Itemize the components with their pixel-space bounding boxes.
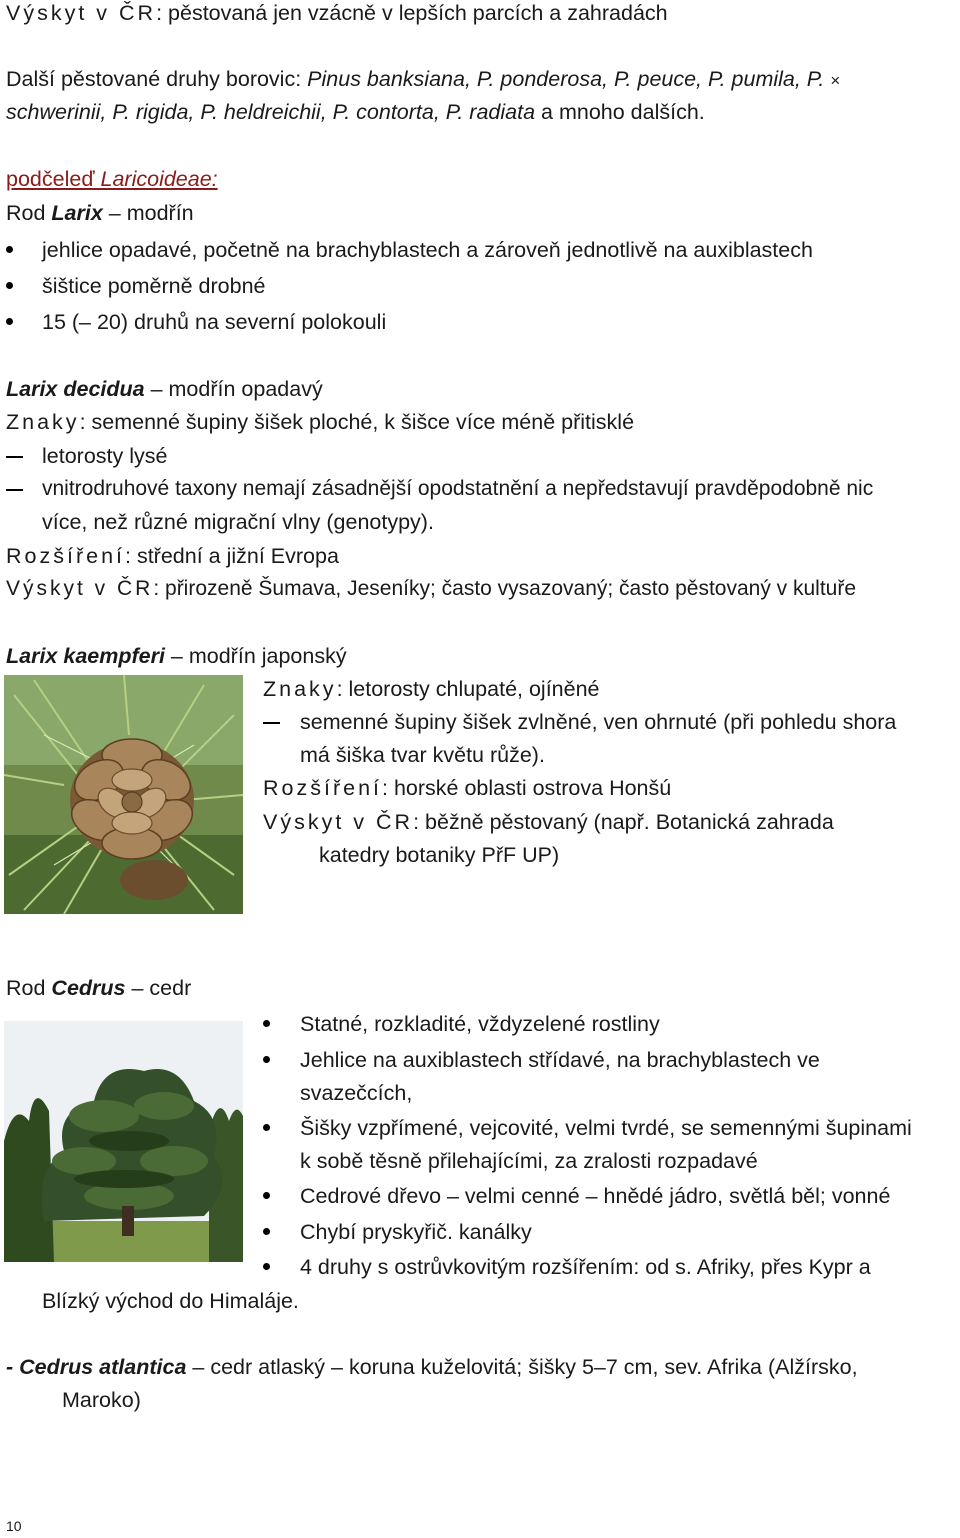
cedrus-atlantica-line-2: Maroko) <box>62 1388 141 1412</box>
znaky-label: Znaky <box>6 410 80 434</box>
subfamily-name: Laricoideae: <box>100 167 218 191</box>
cedrus-bullet-2-line-1: Jehlice na auxiblastech střídavé, na brachyblastech ve <box>300 1048 820 1072</box>
cedrus-bullet-1: Statné, rozkladité, vždyzelené rostliny <box>300 1012 660 1036</box>
kaempferi-dash-line-1: semenné šupiny šišek zvlněné, ven ohrnuté (při pohledu shora <box>300 710 897 734</box>
larix-bullet-3: 15 (– 20) druhů na severní polokouli <box>42 310 387 334</box>
species-name: Larix kaempferi <box>6 644 165 668</box>
subfamily-heading <box>6 164 218 194</box>
other-pines-end: a mnoho dalších. <box>535 100 705 124</box>
larix-kaempferi-heading <box>6 641 347 671</box>
bullet-icon <box>263 1020 270 1027</box>
kaempferi-vyskyt-line-2: katedry botaniky PřF UP) <box>319 843 560 867</box>
species-name: Larix decidua <box>6 377 145 401</box>
genus-common-name: – cedr <box>125 976 192 1000</box>
subfamily-label: podčeleď <box>6 167 101 191</box>
dash-icon <box>6 489 23 491</box>
znaky-text: : letorosty chlupaté, ojíněné <box>336 677 600 701</box>
cedrus-bullet-4: Cedrové dřevo – velmi cenné – hnědé jádro, světlá běl; vonné <box>300 1184 891 1208</box>
bullet-icon <box>263 1056 270 1063</box>
bullet-icon <box>263 1124 270 1131</box>
larix-bullet-1: jehlice opadavé, početně na brachyblastech a zároveň jednotlivě na auxiblastech <box>42 238 813 262</box>
species-description: – cedr atlaský – koruna kuželovitá; šišky 5–7 cm, sev. Afrika (Alžírsko, <box>186 1355 858 1379</box>
decidua-vyskyt-line <box>6 574 856 604</box>
decidua-rozsireni-line <box>6 541 339 571</box>
cedrus-bullet-3-line-2: k sobě těsně přilehajícími, za zralosti rozpadavé <box>300 1149 758 1173</box>
bullet-icon <box>263 1228 270 1235</box>
rozsireni-label: Rozšíření <box>263 776 383 800</box>
species-common-name: – modřín japonský <box>164 644 347 668</box>
dash-icon <box>6 456 23 458</box>
kaempferi-znaky-line <box>263 674 600 704</box>
genus-name: Cedrus <box>51 976 126 1000</box>
vyskyt-label: Výskyt v ČR <box>6 1 157 25</box>
bullet-icon <box>6 318 13 325</box>
vyskyt-label: Výskyt v ČR <box>6 577 154 600</box>
cedrus-bullet-6-line-1: 4 druhy s ostrůvkovitým rozšířením: od s. Afriky, přes Kypr a <box>300 1255 871 1279</box>
other-pines-intro: Další pěstované druhy borovic: <box>6 67 308 91</box>
genus-prefix: Rod <box>6 976 52 1000</box>
decidua-dash-1: letorosty lysé <box>42 444 168 468</box>
bullet-icon <box>6 282 13 289</box>
kaempferi-dash-line-2: má šiška tvar květu růže). <box>300 743 545 767</box>
vyskyt-pinus-line <box>6 0 668 28</box>
decidua-dash-2-line-1: vnitrodruhové taxony nemají zásadnější opodstatnění a nepředstavují pravděpodobně nic <box>42 477 874 500</box>
bullet-icon <box>263 1263 270 1270</box>
kaempferi-vyskyt-line <box>263 807 834 837</box>
rozsireni-label: Rozšíření <box>6 544 126 568</box>
znaky-text: : semenné šupiny šišek ploché, k šišce více méně přitisklé <box>79 410 635 434</box>
bullet-icon <box>6 246 13 253</box>
cedrus-bullet-6-line-2: Blízký východ do Himaláje. <box>42 1289 299 1313</box>
bullet-icon <box>263 1192 270 1199</box>
rozsireni-text: : střední a jižní Evropa <box>125 544 339 568</box>
vyskyt-text: : přirozeně Šumava, Jeseníky; často vysazovaný; často pěstovaný v kultuře <box>153 577 857 600</box>
vyskyt-text: : pěstovaná jen vzácně v lepších parcích a zahradách <box>156 1 668 25</box>
larix-kaempferi-cone-photo <box>4 675 243 914</box>
larix-decidua-heading <box>6 374 323 404</box>
other-pines-line-1 <box>6 64 840 96</box>
species-common-name: – modřín opadavý <box>144 377 323 401</box>
decidua-dash-2-line-2: více, než různé migrační vlny (genotypy). <box>42 510 434 534</box>
genus-name: Larix <box>51 201 103 225</box>
species-name: - Cedrus atlantica <box>6 1355 187 1379</box>
znaky-label: Znaky <box>263 677 337 701</box>
cedrus-tree-photo <box>4 1021 243 1262</box>
other-pines-species-2: schwerinii, P. rigida, P. heldreichii, P. contorta, P. radiata <box>6 100 536 124</box>
genus-cedrus-heading <box>6 973 191 1003</box>
hybrid-cross-symbol: × <box>830 71 841 90</box>
larix-bullet-2: šištice poměrně drobné <box>42 274 266 298</box>
decidua-znaky-line <box>6 407 634 437</box>
vyskyt-label: Výskyt v ČR <box>263 810 414 834</box>
rozsireni-text: : horské oblasti ostrova Honšú <box>382 776 672 800</box>
other-pines-species-1: Pinus banksiana, P. ponderosa, P. peuce, P. pumila, P. <box>307 67 825 91</box>
genus-larix-heading <box>6 198 194 228</box>
other-pines-line-2 <box>6 97 705 127</box>
cedrus-bullet-2-line-2: svazečcích, <box>300 1081 413 1105</box>
genus-prefix: Rod <box>6 201 52 225</box>
genus-common-name: – modřín <box>102 201 194 225</box>
kaempferi-rozsireni-line <box>263 773 671 803</box>
page-number: 10 <box>6 1518 22 1534</box>
dash-icon <box>263 722 280 724</box>
cedrus-atlantica-line-1 <box>6 1352 858 1382</box>
vyskyt-text: : běžně pěstovaný (např. Botanická zahrada <box>413 810 834 834</box>
cedrus-bullet-5: Chybí pryskyřič. kanálky <box>300 1220 532 1244</box>
cedrus-bullet-3-line-1: Šišky vzpřímené, vejcovité, velmi tvrdé, se semennými šupinami <box>300 1116 912 1140</box>
